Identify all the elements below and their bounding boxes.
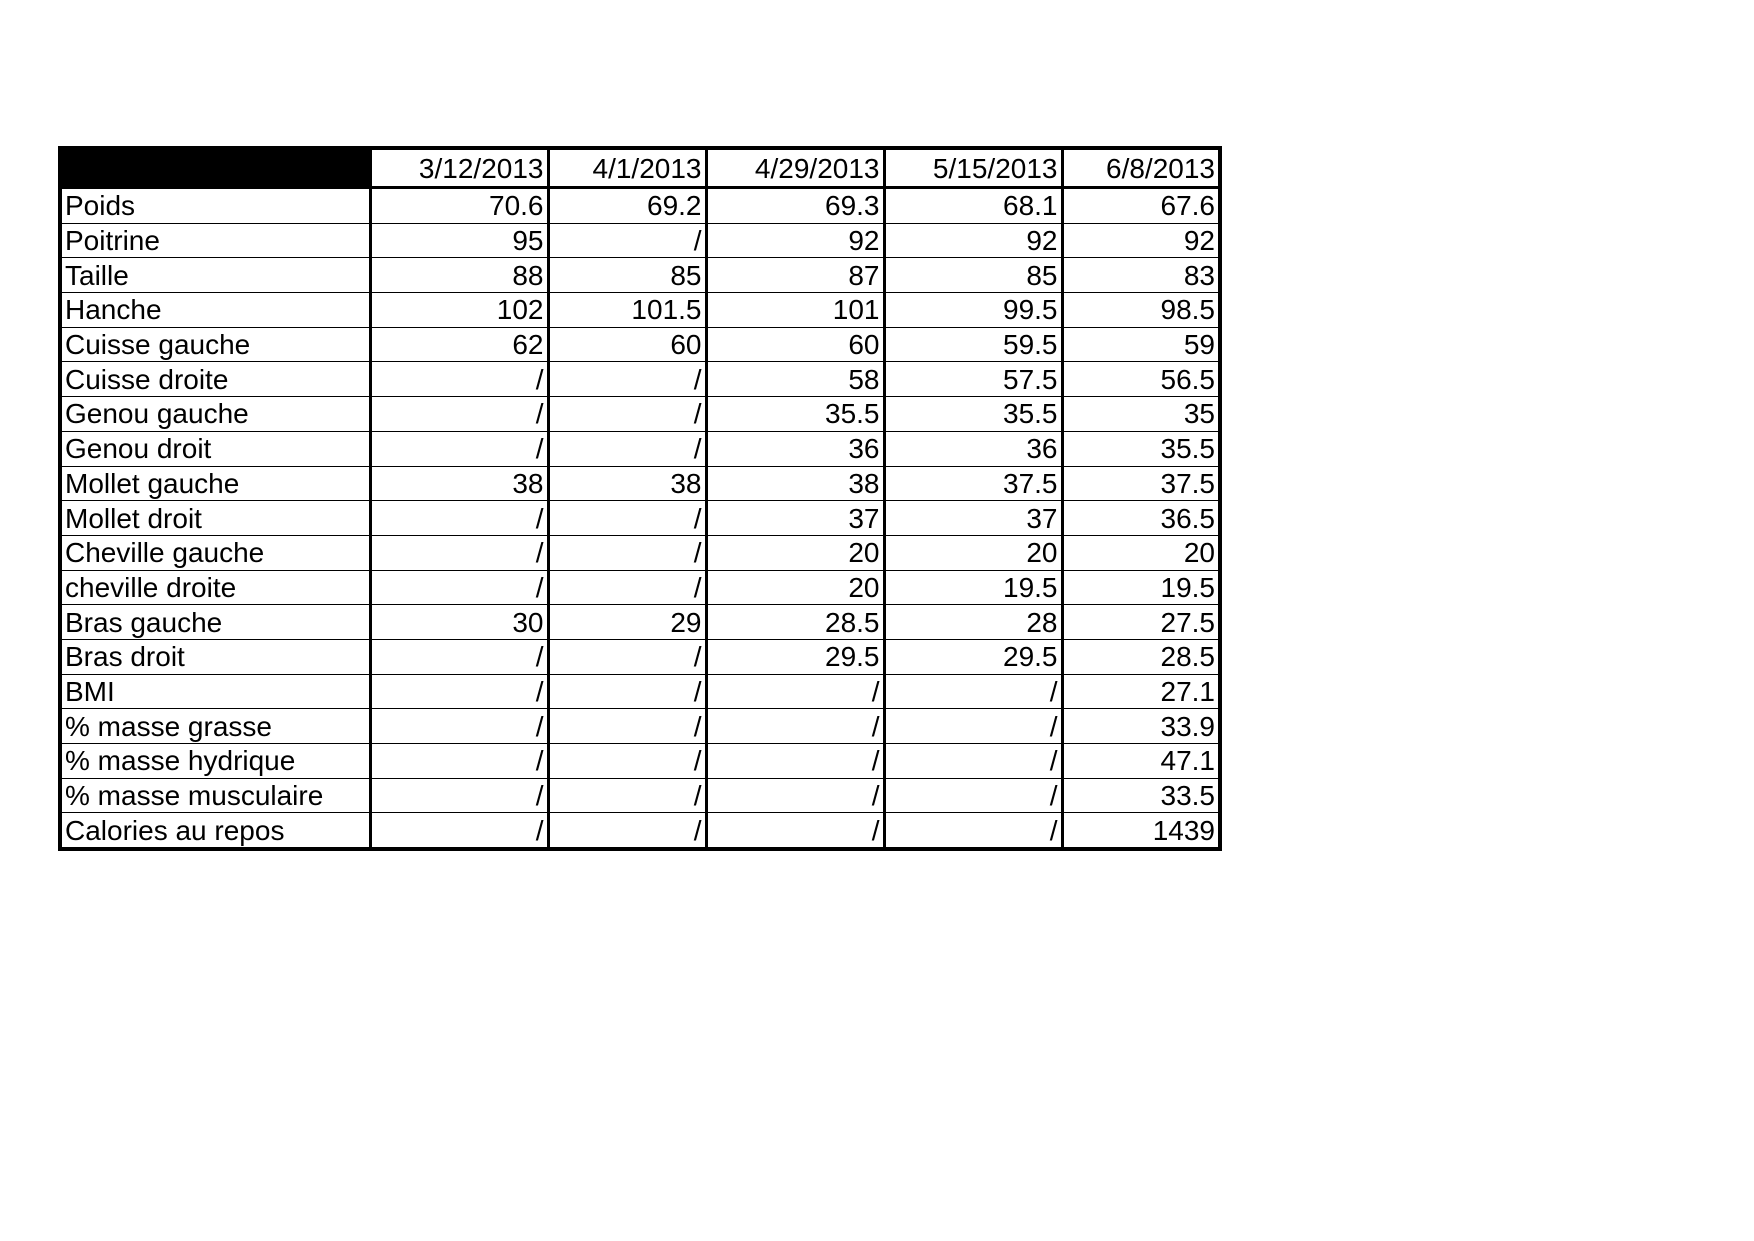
table-cell: 83 [1062,258,1220,293]
table-row [60,778,1220,813]
table-cell: / [548,709,706,744]
table-cell: / [884,813,1062,849]
table-cell: / [884,778,1062,813]
table-cell: 59 [1062,327,1220,362]
table-cell: 85 [548,258,706,293]
table-cell: 67.6 [1062,188,1220,224]
table-row [60,674,1220,709]
table-cell: / [370,362,548,397]
table-cell: 33.5 [1062,778,1220,813]
row-label: Poitrine [60,223,370,258]
table-cell: 1439 [1062,813,1220,849]
table-row [60,362,1220,397]
table-cell: 27.1 [1062,674,1220,709]
table-cell: / [370,397,548,432]
table-row [60,813,1220,849]
row-label: Calories au repos [60,813,370,849]
row-label: cheville droite [60,570,370,605]
table-cell: 68.1 [884,188,1062,224]
table-cell: 28.5 [1062,639,1220,674]
table-cell: 92 [706,223,884,258]
table-cell: / [706,813,884,849]
table-cell: 36 [706,431,884,466]
row-label: Cheville gauche [60,535,370,570]
table-row [60,639,1220,674]
row-label: Hanche [60,293,370,328]
table-cell: 19.5 [884,570,1062,605]
table-cell: 38 [548,466,706,501]
table-cell: / [548,744,706,779]
table-cell: / [548,813,706,849]
table-cell: 60 [548,327,706,362]
table-cell: 20 [706,535,884,570]
table-cell: / [370,431,548,466]
table-cell: / [548,570,706,605]
table-cell: 19.5 [1062,570,1220,605]
table-cell: 59.5 [884,327,1062,362]
table-cell: / [706,674,884,709]
table-cell: / [370,744,548,779]
table-cell: 69.3 [706,188,884,224]
table-cell: 60 [706,327,884,362]
table-cell: 56.5 [1062,362,1220,397]
table-cell: 37 [884,501,1062,536]
table-cell: 101 [706,293,884,328]
header-row [60,148,1220,188]
table-cell: / [370,813,548,849]
table-cell: 33.9 [1062,709,1220,744]
table-cell: / [884,674,1062,709]
table-cell: 38 [706,466,884,501]
table-cell: / [370,778,548,813]
row-label: Genou gauche [60,397,370,432]
table-cell: 62 [370,327,548,362]
table-cell: 85 [884,258,1062,293]
table-cell: / [706,709,884,744]
table-cell: / [548,778,706,813]
table-row [60,744,1220,779]
table-cell: / [706,778,884,813]
table-cell: 35.5 [1062,431,1220,466]
row-label: Taille [60,258,370,293]
table-cell: 102 [370,293,548,328]
table-row [60,327,1220,362]
table-cell: / [370,674,548,709]
table-row [60,431,1220,466]
row-label: % masse grasse [60,709,370,744]
table-cell: 29 [548,605,706,640]
table-cell: / [884,744,1062,779]
table-cell: 28.5 [706,605,884,640]
table-cell: / [548,501,706,536]
row-label: BMI [60,674,370,709]
row-label: Poids [60,188,370,224]
table-cell: / [548,362,706,397]
table-cell: 92 [1062,223,1220,258]
row-label: Cuisse droite [60,362,370,397]
table-cell: / [548,674,706,709]
table-cell: 57.5 [884,362,1062,397]
table-cell: / [370,570,548,605]
table-cell: / [370,535,548,570]
row-label: Cuisse gauche [60,327,370,362]
table-cell: 35 [1062,397,1220,432]
table-cell: 95 [370,223,548,258]
table-cell: 29.5 [706,639,884,674]
table-cell: 35.5 [706,397,884,432]
column-header-date: 4/29/2013 [706,148,884,188]
table-cell: / [370,501,548,536]
table-cell: 20 [1062,535,1220,570]
table-cell: 58 [706,362,884,397]
table-cell: / [548,535,706,570]
table-cell: 70.6 [370,188,548,224]
table-cell: 92 [884,223,1062,258]
table-row [60,466,1220,501]
row-label: Bras droit [60,639,370,674]
table-cell: 37 [706,501,884,536]
table-row [60,397,1220,432]
row-label: % masse musculaire [60,778,370,813]
column-header-date: 6/8/2013 [1062,148,1220,188]
table-cell: 35.5 [884,397,1062,432]
table-cell: 28 [884,605,1062,640]
table-row [60,709,1220,744]
table-cell: 101.5 [548,293,706,328]
column-header-date: 3/12/2013 [370,148,548,188]
table-cell: 36 [884,431,1062,466]
table-cell: 20 [884,535,1062,570]
table-cell: / [548,639,706,674]
table-cell: / [370,709,548,744]
table-cell: 36.5 [1062,501,1220,536]
table-cell: 98.5 [1062,293,1220,328]
table-cell: 29.5 [884,639,1062,674]
column-header-date: 4/1/2013 [548,148,706,188]
table-row [60,501,1220,536]
table-body [60,188,1220,850]
table-cell: 47.1 [1062,744,1220,779]
table-cell: 38 [370,466,548,501]
table-row [60,223,1220,258]
table-row [60,570,1220,605]
table-row [60,535,1220,570]
table-cell: 37.5 [1062,466,1220,501]
table-row [60,605,1220,640]
table-row [60,188,1220,224]
table-cell: 30 [370,605,548,640]
table-cell: / [548,397,706,432]
table-row [60,258,1220,293]
measurements-table [58,146,1222,851]
table-cell: 87 [706,258,884,293]
row-label: Bras gauche [60,605,370,640]
row-label: % masse hydrique [60,744,370,779]
table-cell: / [548,223,706,258]
table-cell: 27.5 [1062,605,1220,640]
table-cell: / [548,431,706,466]
table-cell: 37.5 [884,466,1062,501]
corner-cell [60,148,370,188]
table-cell: / [884,709,1062,744]
row-label: Mollet gauche [60,466,370,501]
table-cell: / [706,744,884,779]
table-cell: / [370,639,548,674]
row-label: Mollet droit [60,501,370,536]
table-cell: 20 [706,570,884,605]
row-label: Genou droit [60,431,370,466]
table-cell: 69.2 [548,188,706,224]
table-cell: 99.5 [884,293,1062,328]
table-cell: 88 [370,258,548,293]
column-header-date: 5/15/2013 [884,148,1062,188]
table-row [60,293,1220,328]
